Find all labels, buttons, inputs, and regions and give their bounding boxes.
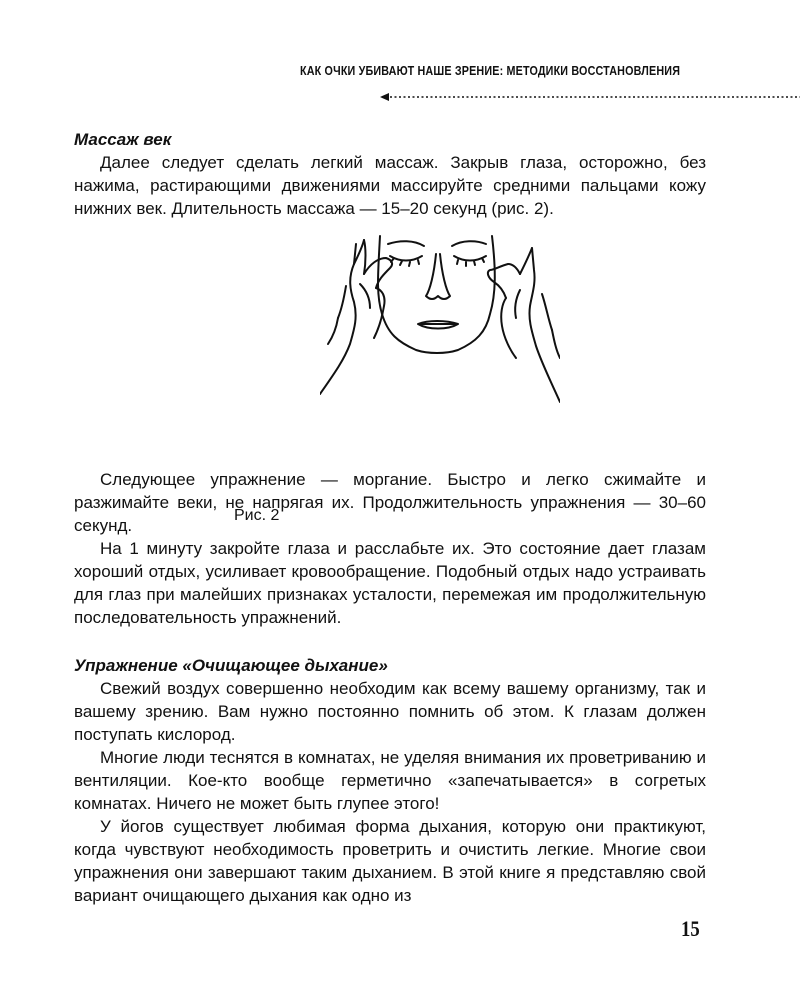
- figure-caption: Рис. 2: [234, 507, 280, 524]
- paragraph: Следующее упражнение — моргание. Быстро и легко сжимайте и разжимайте веки, не напрягая их. Продолжительность упражнения — 30–60 секунд.: [74, 470, 706, 535]
- page-content: [74, 128, 706, 907]
- paragraph: Многие люди теснятся в комнатах, не уделяя внимания их проветриванию и вентиляции. Кое-кто вообще герметично «запечатывается» в согретых комнатах. Ничего не может быть глупее этого!: [74, 748, 706, 813]
- heading-eyelid-massage: Массаж век: [74, 130, 172, 149]
- paragraph: Свежий воздух совершенно необходим как всему вашему организму, так и вашему зрению. Вам нужно постоянно помнить об этом. К глазам должен поступать кислород.: [74, 679, 706, 744]
- face-massage-illustration: [320, 234, 560, 444]
- paragraph: На 1 минуту закройте глаза и расслабьте их. Это состояние дает глазам хороший отдых, усиливает кровообращение. Подобный отдых надо устраивать для глаз при малейших признаках усталости, перемежая им продолжительную последовательность упражнений.: [74, 539, 706, 627]
- running-header: КАК ОЧКИ УБИВАЮТ НАШЕ ЗРЕНИЕ: МЕТОДИКИ ВОССТАНОВЛЕНИЯ: [300, 64, 681, 78]
- header-arrow-rule: [380, 92, 800, 102]
- page-number: 15: [681, 916, 700, 941]
- paragraph: У йогов существует любимая форма дыхания, которую они практикуют, когда чувствуют необходимость проветрить и очистить легкие. Многие свои упражнения они завершают таким дыханием. В этой книге я представляю свой вариант очищающего дыхания как одно из: [74, 817, 706, 905]
- paragraph: Далее следует сделать легкий массаж. Закрыв глаза, осторожно, без нажима, растирающими движениями массируйте средними пальцами кожу нижних век. Длительность массажа — 15–20 секунд (рис. 2).: [74, 153, 706, 218]
- heading-cleansing-breath: Упражнение «Очищающее дыхание»: [74, 656, 388, 675]
